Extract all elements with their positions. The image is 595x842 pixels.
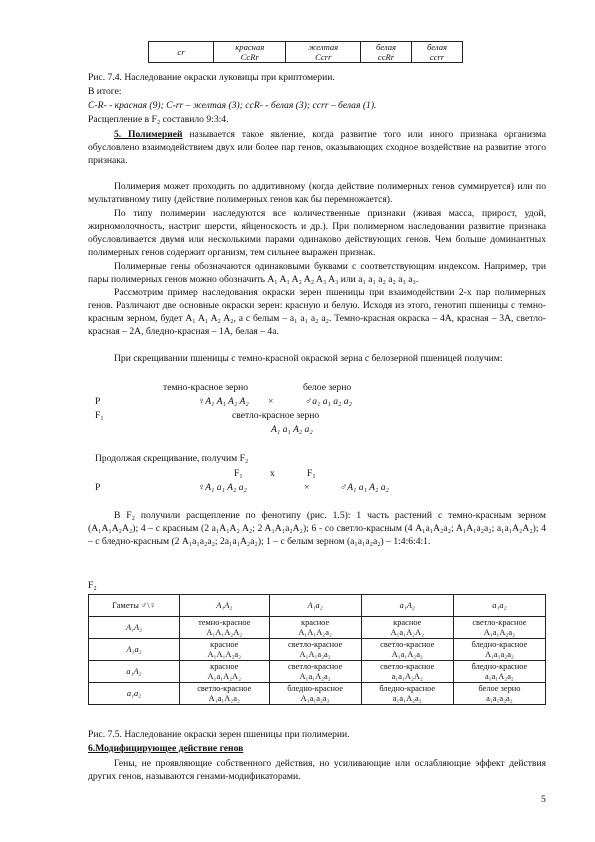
table-cell: красная CcRr [214,42,286,63]
phenotype-label: светло-красное зерно [232,410,320,421]
table-cell: a₁a₂ [89,683,180,705]
table-cell: красное A₁A₁A₂a₂ [269,617,361,639]
paragraph: Гены, не проявляющие собственного действия, но усиливающие или ослабляющие эффект действия других генов, называются генами-модификаторами. [88,758,546,782]
table-cell: бледно-красное A₁a₁a₂a₂ [269,683,361,705]
generation-label: F₁ [307,468,316,479]
table-cell: красное A₁A₁A₂a₂ [180,639,270,661]
phenotype-label: белое зерно [303,382,352,393]
table-cell: светло-красное A₁a₁A₂a₂ [180,683,270,705]
polymery-definition [88,128,546,167]
generation-label: F₂ [88,580,97,591]
summary-label: В итоге: [88,86,122,97]
female-genotype: ♀A₁ A₁ A₂ A₂ [198,396,249,407]
table-cell: a₁A₂ [361,595,453,617]
page-number: 5 [541,794,546,805]
table-cell: желтая Ccrr [286,42,361,63]
figure-caption: Рис. 7.4. Наследование окраски луковицы при криптомерии. [88,72,335,83]
f1-genotype: A₁ a₁ A₂ a₂ [271,424,313,435]
punnett-table [88,594,546,705]
generation-label: P [95,482,101,493]
male-genotype: ♂a₁ a₁ a₂ a₂ [305,396,352,407]
table-cell: a₁a₂ [453,595,545,617]
table-cell: белое зерно a₁a₁a₂a₂ [453,683,545,705]
table-row [89,661,546,683]
table-cell: светло-красное A₁a₁A₂a₂ [361,639,453,661]
table-cell: бледно-красное a₁a₁A₂a₂ [361,683,453,705]
table-cell: Гаметы ♂\♀ [89,595,180,617]
table-cell: A₁A₂ [180,595,270,617]
table-cell: A₁a₂ [269,595,361,617]
generation-label: F₁ [234,468,243,479]
table-cell: бледно-красное a₁a₁A₂a₂ [453,661,545,683]
paragraph-text: называется такое явление, когда развитие того или иного признака организма обусловлено взаимодействием двух или более пар генов, оказывающих сходное воздействие на развитие этого признака. [88,129,546,166]
paragraph: Продолжая скрещивание, получим F₂ [95,453,249,464]
cryptomery-table [148,41,463,63]
table-row [89,683,546,705]
paragraph: Полимерия может проходить по аддитивному (когда действие полимерных генов суммируется) или по мультативному типу (действие полимерных генов как бы перемножается). [88,181,546,205]
table-cell: бледно-красное A₁a₁a₂a₂ [453,639,545,661]
paragraph: По типу полимерии наследуются все количественные признаки (живая масса, прирост, удой, жирномолочность, настриг шерсти, яйценоскость и др.). При полимерном наследовании развитие признака обусловливается двумя или несколькими парами одинаково действующих генов. Чем больше доминантных полимерных генов содержит организм, тем сильнее выражен признак. [88,208,546,258]
table-cell: светло-красное A₁a₁A₂a₂ [269,661,361,683]
table-cell: A₁A₂ [89,617,180,639]
paragraph: Рассмотрим пример наследования окраски зерен пшеницы при взаимодействии 2-х пар полимерных генов. Различают две основные окраски зерен: красную и белую. Исходя из этого, генотип пшеницы с темно-красным зерном, будет A₁ A₁ A₂ A₂, а с белым – a₁ a₁ a₂ a₂. Темно-красная окраска – 4A, красная – 3A, светло- красная – 2A, бледно-красная – 1A, белая – 4a. [88,287,546,337]
table-cell: белая ccrr [412,42,463,63]
table-cell: светло-красное a₁a₁A₂A₂ [361,661,453,683]
cross-sign: × [268,396,274,407]
figure-caption: Рис. 7.5. Наследование окраски зерен пшеницы при полимерии. [88,729,350,740]
table-cell: a₁A₂ [89,661,180,683]
table-cell: красное A₁a₁A₂A₂ [180,661,270,683]
cross-sign: x [270,468,275,479]
generation-label: P [95,396,101,407]
cross-sign: × [304,482,310,493]
table-cell: красное A₁a₁A₂A₂ [361,617,453,639]
result-line: C-R- - красная (9); C-rr – желтая (3); ccR- - белая (3); ccrr – белая (1). [88,100,377,111]
table-row [89,595,546,617]
table-cell: светло-красное A₁A₁a₂a₂ [269,639,361,661]
table-cell: светло-красное A₁a₁A₂a₂ [453,617,545,639]
phenotype-label: темно-красное зерно [163,382,249,393]
generation-label: F₁ [95,410,104,421]
section-heading: 5. Полимерией [114,129,183,140]
female-genotype: ♀A₁ a₁ A₂ a₂ [198,482,247,493]
paragraph: При скрещивании пшеницы с темно-красной окраской зерна с белозерной пшеницей получим: [114,353,503,364]
table-cell: A₁a₂ [89,639,180,661]
paragraph: Полимерные гены обозначаются одинаковыми буквами с соответствующим индексом. Например, три пары полимерных генов можно обозначить A₁ A₁ A₂ A₂ A₃ A₃ или a₁ a₁ a₂ a₂ a₃ a₃. [88,261,546,285]
male-genotype: ♂A₁ a₁ A₂ a₂ [340,482,389,493]
split-line: Расщепление в F₂ составило 9:3:4. [88,114,229,125]
table-row [89,639,546,661]
table-row [89,617,546,639]
paragraph: В F₂ получили расщепление по фенотипу (рис. 1.5): 1 часть растений с темно-красным зерном (A₁A₁A₂A₂); 4 – с красным (2 a₁A₁A₂ A₂; 2 A₁A₁a₂A₂); 6 - со светло-красным (4 A₁a₁A₂a₂; A₁A₁a₂a₂; a₁a₁A₂A₂); 4 – с бледно-красным (2 A₁a₁a₂a₂; 2a₁a₁A₂a₂); 1 – с белым зерном (a₁a₁a₂a₂) – 1:4:6:4:1. [88,510,546,547]
table-cell: темно-красное A₁A₁A₂A₂ [180,617,270,639]
table-cell: cr [149,42,214,63]
table-cell: белая ccRr [361,42,412,63]
section-heading: 6.Модифицирующее действие генов [88,743,244,754]
